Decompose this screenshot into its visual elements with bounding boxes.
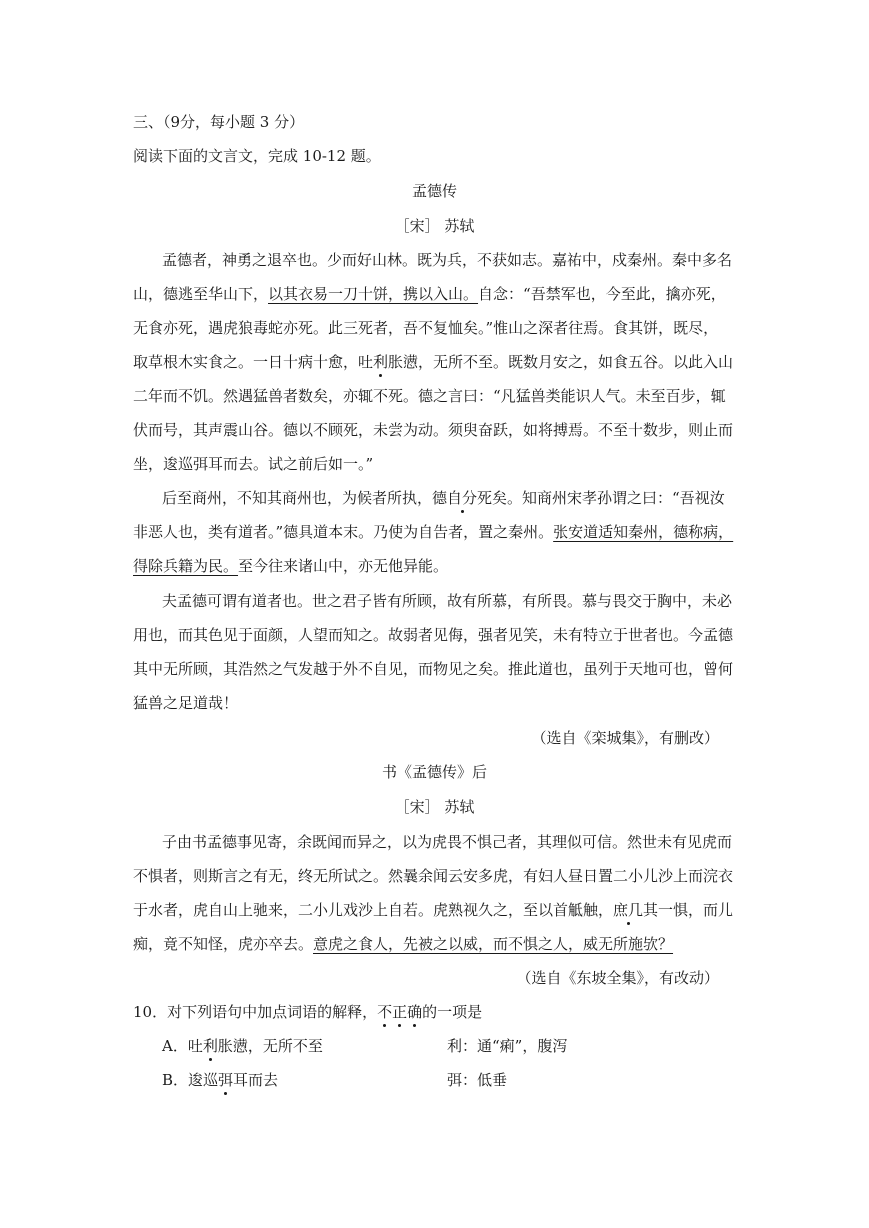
dotted-word: 利 xyxy=(373,353,389,371)
underlined-sentence: 张安道适知秦州，德称病， xyxy=(553,523,734,541)
text-span: 死矣。知商州宋孝孙谓之曰：“吾视汝 xyxy=(477,489,725,507)
text-span: 至今往来诸山中，亦无他异能。 xyxy=(238,557,449,575)
dotted-word: 弭 xyxy=(218,1071,234,1089)
text-span: 自念：“吾禁军也，今至此，擒亦死， xyxy=(478,285,726,303)
dotted-char: 确 xyxy=(407,1003,423,1021)
text-span: 10．对下列语句中加点词语的解释， xyxy=(133,1003,378,1021)
text-span: 其一惧，而儿 xyxy=(643,901,734,919)
underlined-sentence: 意虎之食人，先被之以威，而不惧之人，威无所施欤？ xyxy=(313,935,674,953)
p2-line2 xyxy=(133,522,733,542)
passage2-source: （选自《东坡全集》，有改动） xyxy=(516,969,719,987)
dotted-word: 庶几 xyxy=(613,901,644,919)
section-header: 三、（9分，每小题 3 分） xyxy=(133,113,305,131)
emphasis-word xyxy=(377,1003,422,1021)
question10-stem xyxy=(133,1002,482,1022)
p4-line3 xyxy=(133,900,733,920)
passage1-author: ［宋］ 苏轼 xyxy=(394,217,475,235)
p4-line1: 子由书孟德事见寄，余既闻而异之，以为虎畏不惧己者，其理似可信。然世未有见虎而 xyxy=(162,833,733,851)
text-span: 山，德逃至华山下， xyxy=(133,285,269,303)
passage1-title: 孟德传 xyxy=(411,182,457,200)
underlined-sentence: 得除兵籍为民。 xyxy=(133,557,239,575)
passage1-source: （选自《栾城集》，有删改） xyxy=(531,729,719,747)
underlined-sentence: 以其衣易一刀十饼，携以入山。 xyxy=(268,285,479,303)
p3-line3: 其中无所顾，其浩然之气发越于外不自见，而物见之矣。推此道也，虽列于天地可也，曾何 xyxy=(133,660,734,678)
text-span: 胀懑，无所不至 xyxy=(217,1037,323,1055)
text-span: 痴，竟不知怪，虎亦卒去。 xyxy=(133,935,314,953)
text-span: 非恶人也，类有道者。”德具道本末。乃使为自告者，置之秦州。 xyxy=(133,523,554,541)
option-b[interactable] xyxy=(162,1070,278,1090)
p3-line1: 夫孟德可谓有道者也。世之君子皆有所顾，故有所慕，有所畏。慕与畏交于胸中，未必 xyxy=(162,592,733,610)
option-a[interactable] xyxy=(162,1036,323,1056)
passage2-title: 书《孟德传》后 xyxy=(381,763,487,781)
p4-line4 xyxy=(133,934,673,954)
p1-line5: 二年而不饥。然遇猛兽者数矣，亦辄不死。德之言曰：“凡猛兽类能识人气。未至百步，辄 xyxy=(133,387,726,405)
text-span: A．吐 xyxy=(162,1037,203,1055)
text-span: 耳而去 xyxy=(233,1071,279,1089)
p2-line3 xyxy=(133,556,448,576)
p2-line1 xyxy=(162,488,725,508)
p3-line4: 猛兽之足道哉！ xyxy=(133,694,239,712)
p3-line2: 用也，而其色见于面颜，人望而知之。故弱者见侮，强者见笑，未有特立于世者也。今孟德 xyxy=(133,626,734,644)
dotted-char: 不 xyxy=(377,1003,393,1021)
p1-line1: 孟德者，神勇之退卒也。少而好山林。既为兵，不获如志。嘉祐中，戍秦州。秦中多名 xyxy=(162,251,733,269)
instruction: 阅读下面的文言文，完成 10-12 题。 xyxy=(133,147,381,165)
text-span: 后至商州，不知其商州也，为候者所执，德 xyxy=(162,489,448,507)
option-b-explanation: 弭：低垂 xyxy=(447,1071,508,1089)
text-span: 胀懑，无所不至。既数月安之，如食五谷。以此入山 xyxy=(388,353,734,371)
dotted-word: 自分 xyxy=(447,489,478,507)
dotted-word: 利 xyxy=(202,1037,218,1055)
p1-line6: 伏而号，其声震山谷。德以不顾死，未尝为动。须臾奋跃，如将搏焉。不至十数步，则止而 xyxy=(133,421,734,439)
dotted-char: 正 xyxy=(392,1003,408,1021)
text-span: 取草根木实食之。一日十病十愈，吐 xyxy=(133,353,374,371)
p1-line4 xyxy=(133,352,733,372)
p1-line3: 无食亦死，遇虎狼毒蛇亦死。此三死者，吾不复恤矣。”惟山之深者往焉。食其饼，既尽， xyxy=(133,319,719,337)
p4-line2: 不惧者，则斯言之有无，终无所试之。然曩余闻云安多虎，有妇人昼日置二小儿沙上而浣衣 xyxy=(133,867,734,885)
text-span: 的一项是 xyxy=(422,1003,483,1021)
text-span: 于水者，虎自山上驰来，二小儿戏沙上自若。虎熟视久之，至以首觝触， xyxy=(133,901,614,919)
p1-line2 xyxy=(133,284,726,304)
text-span: B．逡巡 xyxy=(162,1071,219,1089)
option-a-explanation: 利：通“痢”，腹泻 xyxy=(447,1037,568,1055)
p1-line7: 坐，逡巡弭耳而去。试之前后如一。” xyxy=(133,455,374,473)
passage2-author: ［宋］ 苏轼 xyxy=(394,798,475,816)
